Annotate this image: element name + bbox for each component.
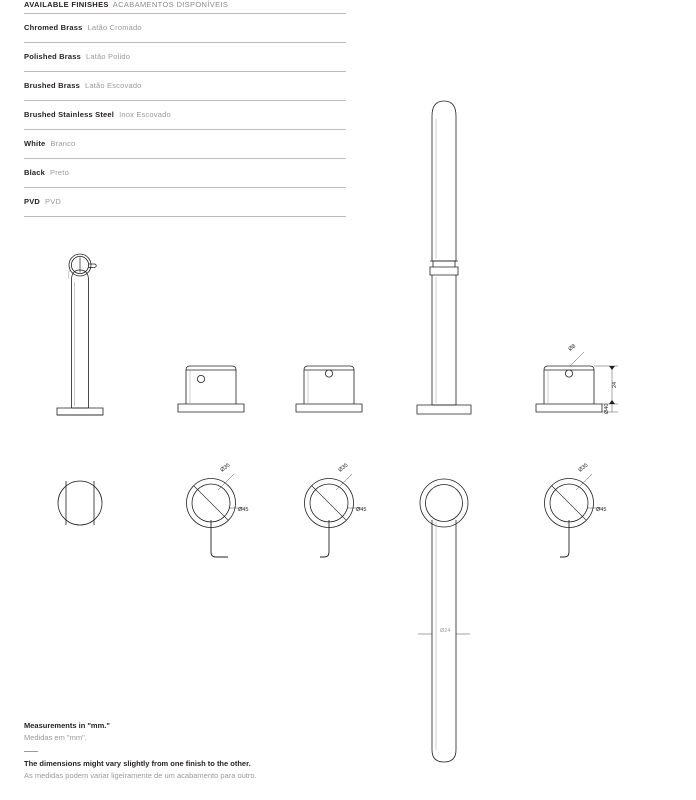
dim-valve-2-outer-dia: Ø45 (356, 507, 367, 513)
finish-name-pt: Latão Cromado (87, 23, 142, 32)
dim-valve-3-outer-dia: Ø45 (596, 507, 607, 513)
available-finishes-title-pt: ACABAMENTOS DISPONÍVEIS (112, 0, 229, 9)
finish-name-pt: Preto (50, 168, 69, 177)
dim-valve-3-top-dia: Ø35 (577, 462, 590, 474)
dim-handle-top-dia: Ø8 (567, 343, 578, 353)
drawing-valve-2-side (296, 366, 362, 412)
finish-row (24, 130, 346, 159)
finish-name-en: Brushed Stainless Steel (24, 110, 115, 119)
drawing-valve-3-side-dimensioned (536, 343, 618, 414)
measurements-note-pt: Medidas em "mm". (24, 733, 87, 742)
variation-note-pt: As medidas podem variar ligeiramente de um acabamento para outro. (24, 771, 257, 780)
finish-name-pt: Inox Escovado (119, 110, 171, 119)
available-finishes-panel (24, 0, 346, 217)
dim-valve-1-top-dia: Ø35 (219, 462, 232, 474)
finish-name-pt: Latão Escovado (84, 81, 142, 90)
finish-name-en: Brushed Brass (24, 81, 80, 90)
finish-row (24, 43, 346, 72)
measurements-note-en: Measurements in "mm." (24, 721, 110, 730)
finish-row (24, 72, 346, 101)
dim-handle-height: 24 (612, 381, 618, 388)
finish-name-pt: Latão Polido (86, 52, 131, 61)
footer-divider (24, 751, 38, 752)
dim-spout-dia: Ø24 (440, 628, 451, 634)
drawing-valve-3-top (545, 462, 607, 557)
dim-valve-1-outer-dia: Ø45 (238, 507, 249, 513)
drawing-valve-1-top (187, 462, 249, 557)
drawing-valve-1-side (178, 366, 244, 412)
available-finishes-title (24, 0, 346, 14)
footer-notes (24, 720, 444, 782)
finish-name-en: White (24, 139, 46, 148)
finish-row (24, 159, 346, 188)
drawing-progressive-handle-side (57, 254, 103, 415)
drawing-progressive-handle-top (58, 481, 102, 525)
dim-handle-base: Ø40 (604, 403, 610, 414)
finish-row (24, 14, 346, 43)
finish-name-en: Polished Brass (24, 52, 81, 61)
finish-row (24, 188, 346, 217)
finish-name-en: Black (24, 168, 46, 177)
drawing-spout-side (417, 101, 471, 414)
finish-name-en: PVD (24, 197, 41, 206)
drawing-valve-2-top (305, 462, 367, 557)
finish-name-pt: PVD (45, 197, 62, 206)
finish-name-pt: Branco (50, 139, 76, 148)
finish-row (24, 101, 346, 130)
variation-note-en: The dimensions might vary slightly from one finish to the other. (24, 759, 251, 768)
finish-name-en: Chromed Brass (24, 23, 83, 32)
available-finishes-title-en: AVAILABLE FINISHES (24, 0, 109, 9)
dim-valve-2-top-dia: Ø35 (337, 462, 350, 474)
